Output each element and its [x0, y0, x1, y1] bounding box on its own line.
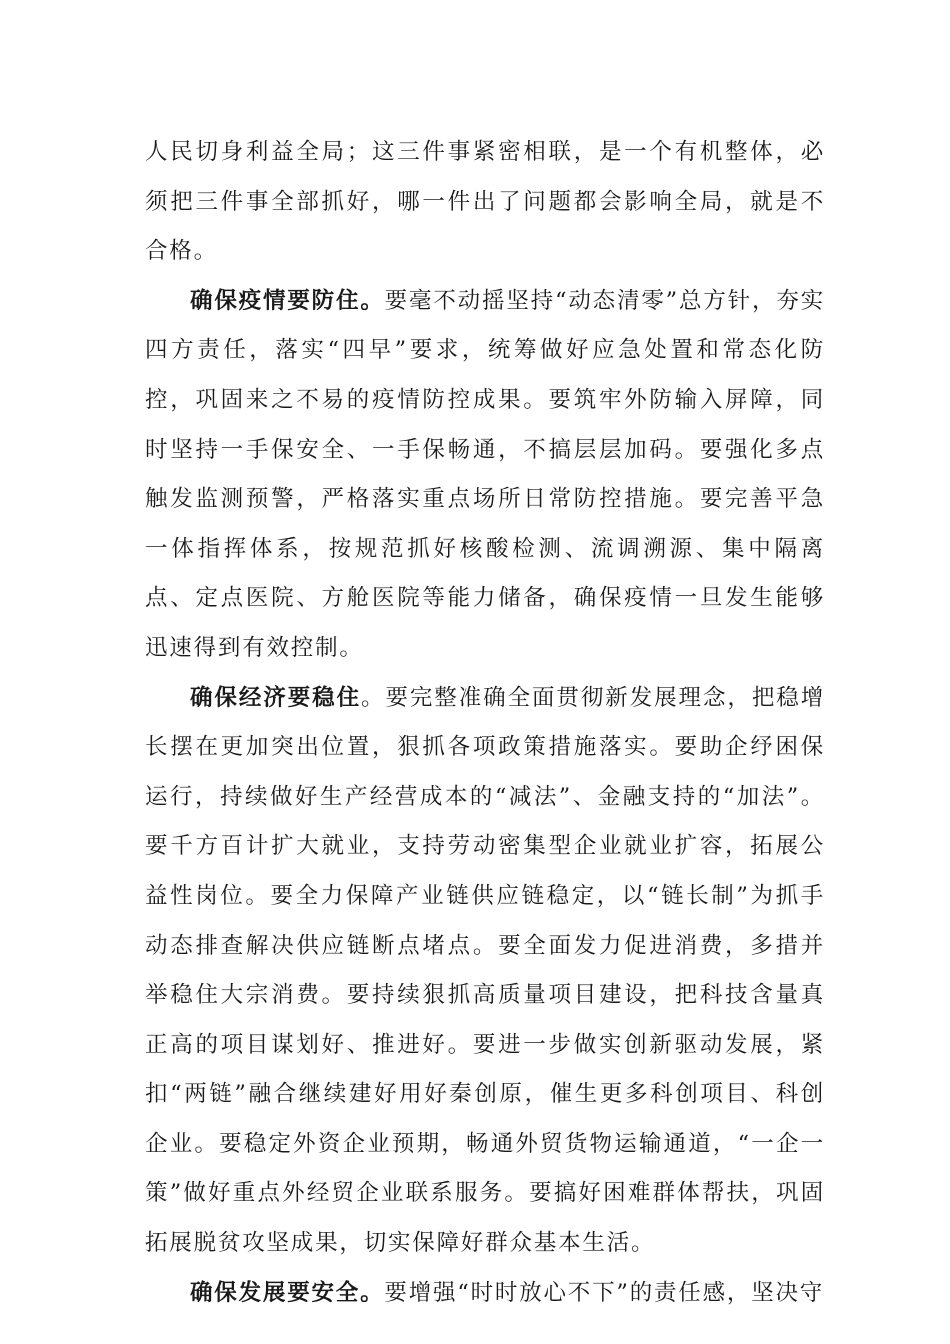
paragraph-text: 要毫不动摇坚持“动态清零”总方针，夯实四方责任，落实“四早”要求，统筹做好应急处置和常态化防控，巩固来之不易的疫情防控成果。要筑牢外防输入屏障，同时坚持一手保安全、一手保畅通，不搞层层加码。要强化多点触发监测预警，严格落实重点场所日常防控措施。要完善平急一体指挥体系，按规范抓好核酸检测、流调溯源、集中隔离点、定点医院、方舱医院等能力储备，确保疫情一旦发生能够迅速得到有效控制。	[145, 287, 825, 661]
paragraph-lead-heading: 确保经济要稳住	[190, 684, 361, 711]
paragraph-lead-heading: 确保疫情要防住。	[190, 287, 385, 314]
paragraph-continuation	[145, 128, 825, 277]
paragraph-security	[145, 1269, 825, 1319]
paragraph-economy	[145, 674, 825, 1269]
document-body	[145, 128, 825, 1318]
paragraph-text: 人民切身利益全局；这三件事紧密相联，是一个有机整体，必须把三件事全部抓好，哪一件出了问题都会影响全局，就是不合格。	[145, 139, 825, 265]
paragraph-lead-heading: 确保发展要安全。	[190, 1279, 385, 1306]
paragraph-text: 要增强“时时放心不下”的责任感，坚决守	[384, 1279, 825, 1306]
paragraph-epidemic	[145, 277, 825, 674]
paragraph-text: 。要完整准确全面贯彻新发展理念，把稳增长摆在更加突出位置，狠抓各项政策措施落实。要助企纾困保运行，持续做好生产经营成本的“减法”、金融支持的“加法”。要千方百计扩大就业，支持劳动密集型企业就业扩容，拓展公益性岗位。要全力保障产业链供应链稳定，以“链长制”为抓手动态排查解决供应链断点堵点。要全面发力促进消费，多措并举稳住大宗消费。要持续狠抓高质量项目建设，把科技含量真正高的项目谋划好、推进好。要进一步做实创新驱动发展，紧扣“两链”融合继续建好用好秦创原，催生更多科创项目、科创企业。要稳定外资企业预期，畅通外贸货物运输通道，“一企一策”做好重点外经贸企业联系服务。要搞好困难群体帮扶，巩固拓展脱贫攻坚成果，切实保障好群众基本生活。	[145, 684, 825, 1257]
